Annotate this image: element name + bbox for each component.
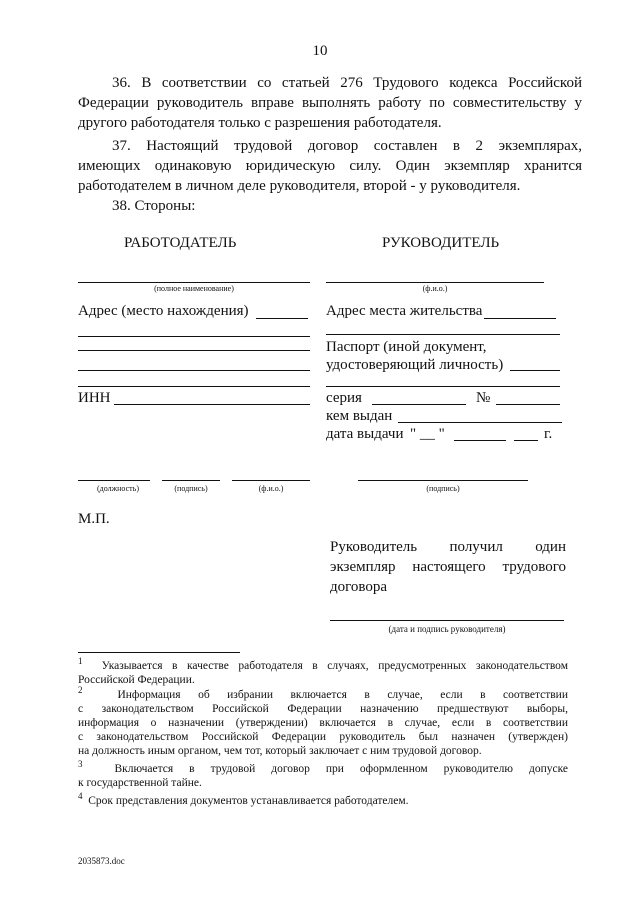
manager-heading: РУКОВОДИТЕЛЬ <box>382 235 500 251</box>
footnote-1-text: Указывается в качестве работодателя в случаях, предусмотренных законодательством <box>101 660 568 672</box>
employer-inn-label: ИНН <box>78 390 111 406</box>
footnote-3-text: Включается в трудовой договор при оформленном руководителю допуске <box>114 763 568 775</box>
series-label: серия <box>326 390 362 406</box>
employer-address-line-2[interactable] <box>78 336 310 337</box>
date-sign-caption: (дата и подпись руководителя) <box>388 624 506 634</box>
date-sign-line[interactable] <box>330 620 564 621</box>
employer-heading: РАБОТОДАТЕЛЬ <box>124 235 237 251</box>
footnote-4-mark: 4 <box>78 791 83 802</box>
footnote-2-line-4: с законодательством Российской Федерации руководитель был назначен (утвержден) <box>78 731 568 743</box>
manager-address-line-1[interactable] <box>484 318 556 319</box>
manager-fio-caption: (ф.и.о.) <box>422 284 448 293</box>
footnote-1-line-2: Российской Федерации. <box>78 674 195 686</box>
footnote-3-line-2: к государственной тайне. <box>78 777 202 789</box>
manager-signature-caption: (подпись) <box>426 484 460 493</box>
issue-date-label: дата выдачи <box>326 426 404 442</box>
employer-address-line-1[interactable] <box>256 318 308 319</box>
manager-passport-line[interactable] <box>510 370 560 371</box>
footnote-3-mark: 3 <box>78 759 83 770</box>
footnote-2-line-2: с законодательством Российской Федерации назначению предшествуют выборы, <box>78 703 568 715</box>
manager-passport-line-1: Паспорт (иной документ, <box>326 339 487 355</box>
page-number: 10 <box>312 43 328 59</box>
paragraph-36-line-2: Федерации руководитель вправе выполнять работу по совместительству у <box>78 95 582 111</box>
manager-document-line[interactable] <box>326 386 560 387</box>
footnote-2-line-1 <box>78 685 568 702</box>
issue-date-year-line[interactable] <box>514 440 538 441</box>
manager-address-label: Адрес места жительства <box>326 303 483 319</box>
employer-signature-caption: (подпись) <box>174 484 208 493</box>
issue-date-month-line[interactable] <box>454 440 506 441</box>
paragraph-38: 38. Стороны: <box>112 198 196 214</box>
received-line-2: экземпляр настоящего трудового <box>330 559 566 575</box>
manager-passport-line-2: удостоверяющий личность) <box>326 357 504 373</box>
series-line[interactable] <box>372 404 466 405</box>
footnote-4-text: Срок представления документов устанавливается работодателем. <box>88 795 409 807</box>
footnote-separator <box>78 652 240 653</box>
paragraph-37-line-3: работодателем в личном деле руководителя, второй - у руководителя. <box>78 178 521 194</box>
footnote-3-line-1 <box>78 759 568 776</box>
issue-date-day[interactable]: " __ " <box>410 426 445 442</box>
employer-signature-line[interactable] <box>162 480 220 481</box>
document-code: 2035873.doc <box>78 856 125 866</box>
employer-fio-caption: (ф.и.о.) <box>258 484 284 493</box>
employer-name-caption: (полное наименование) <box>154 284 234 293</box>
issued-by-label: кем выдан <box>326 408 393 424</box>
manager-address-line-2[interactable] <box>326 334 560 335</box>
number-label: № <box>476 390 491 406</box>
received-line-3: договора <box>330 579 388 595</box>
paragraph-37-line-2: имеющих одинаковую юридическую силу. Один экземпляр хранится <box>78 158 582 174</box>
year-suffix: г. <box>544 426 553 442</box>
seal-placeholder: М.П. <box>78 511 110 527</box>
paragraph-36-line-3: другого работодателя только с разрешения работодателя. <box>78 115 442 131</box>
number-line[interactable] <box>496 404 560 405</box>
employer-position-line[interactable] <box>78 480 150 481</box>
footnote-1-line-1 <box>78 656 568 673</box>
footnote-2-line-5: на должность иным органом, чем тот, который заключает с ним трудовой договор. <box>78 745 482 757</box>
footnote-4-line-1 <box>78 791 409 808</box>
manager-signature-line[interactable] <box>358 480 528 481</box>
paragraph-37-line-1: 37. Настоящий трудовой договор составлен в 2 экземплярах, <box>112 138 582 154</box>
employer-address-line-3[interactable] <box>78 350 310 351</box>
footnote-2-line-3: информация о назначении (утверждении) включается в случае, если в соответствии <box>78 717 568 729</box>
footnote-2-text: Информация об избрании включается в случае, если в соответствии <box>117 689 568 701</box>
paragraph-36-line-1: 36. В соответствии со статьей 276 Трудового кодекса Российской <box>112 75 582 91</box>
issued-by-line[interactable] <box>398 422 562 423</box>
received-line-1: Руководитель получил один <box>330 539 566 555</box>
employer-fio-line[interactable] <box>232 480 310 481</box>
employer-address-label: Адрес (место нахождения) <box>78 303 249 319</box>
employer-address-line-5[interactable] <box>78 386 310 387</box>
employer-position-caption: (должность) <box>97 484 139 493</box>
employer-inn-line[interactable] <box>114 404 310 405</box>
footnote-2-mark: 2 <box>78 685 83 696</box>
manager-fio-line[interactable] <box>326 282 544 283</box>
employer-address-line-4[interactable] <box>78 370 310 371</box>
footnote-1-mark: 1 <box>78 656 83 667</box>
employer-name-line[interactable] <box>78 282 310 283</box>
